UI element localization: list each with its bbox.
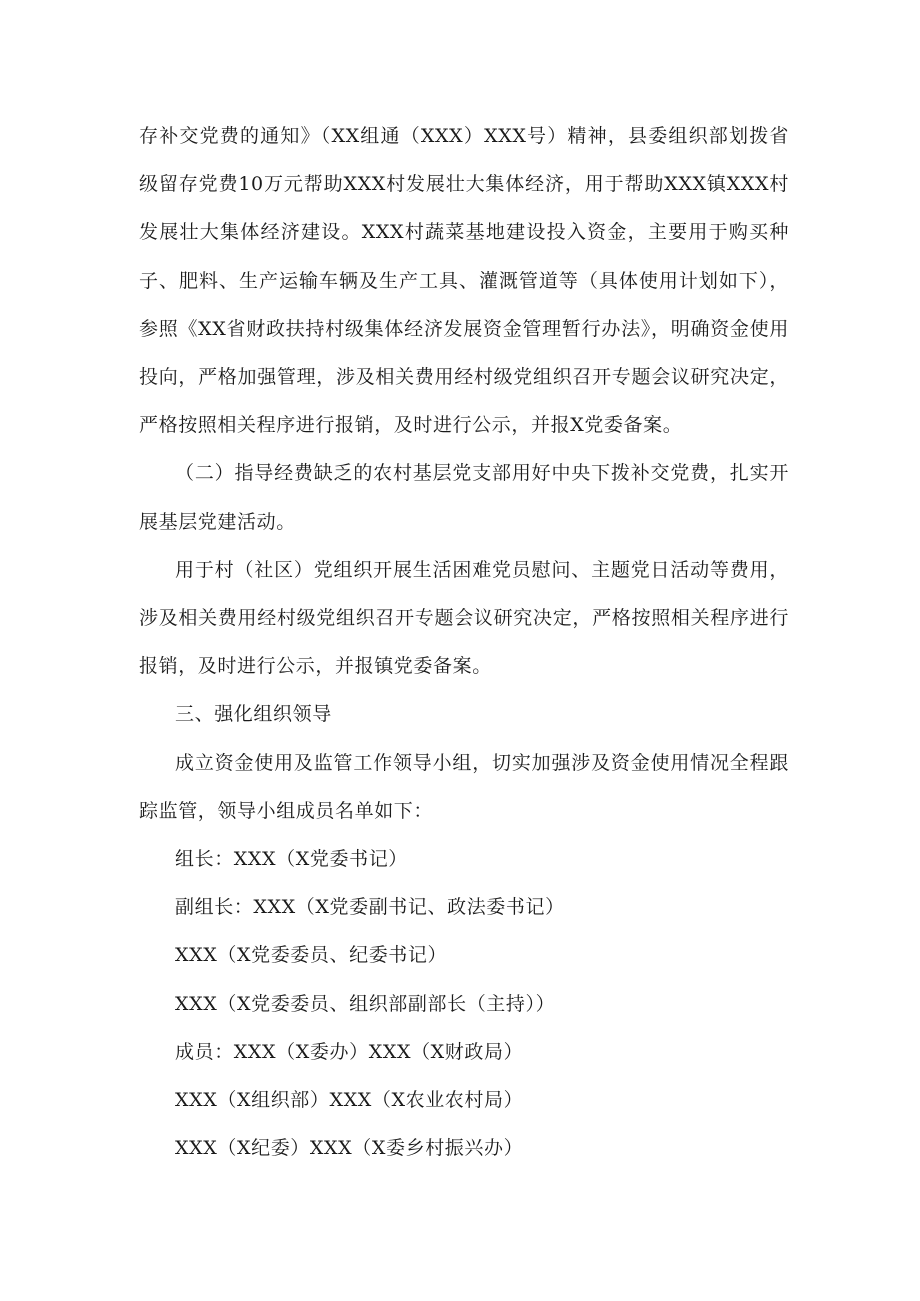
member-line-members-2: XXX（X组织部）XXX（X农业农村局） [175, 1089, 524, 1112]
document-body [139, 112, 789, 1172]
paragraph-section-2: （二）指导经费缺乏的农村基层党支部用好中央下拨补交党费，扎实开展基层党建活动。 [139, 462, 789, 533]
paragraph-notice-funding: 存补交党费的通知》（XX组通（XXX）XXX号）精神，县委组织部划拨省级留存党费10万元帮助XXX村发展壮大集体经济，用于帮助XXX镇XXX村发展壮大集体经济建设。XXX村蔬菜基地建设投入资金，主要用于购买种子、肥料、生产运输车辆及生产工具、灌溉管道等（具体使用计划如下），参照《XX省财政扶持村级集体经济发展资金管理暂行办法》，明确资金使用投向，严格加强管理，涉及相关费用经村级党组织召开专题会议研究决定，严格按照相关程序进行报销，及时进行公示，并报X党委备案。 [139, 125, 789, 437]
member-line-members-3: XXX（X纪委）XXX（X委乡村振兴办） [175, 1137, 524, 1160]
heading-section-3: 三、强化组织领导 [175, 703, 332, 726]
member-list [139, 835, 789, 1172]
paragraph-leading-group: 成立资金使用及监管工作领导小组，切实加强涉及资金使用情况全程跟踪监管，领导小组成员名单如下： [139, 751, 789, 822]
paragraph-village-party-expenses: 用于村（社区）党组织开展生活困难党员慰问、主题党日活动等费用，涉及相关费用经村级党组织召开专题会议研究决定，严格按照相关程序进行报销，及时进行公示，并报镇党委备案。 [139, 558, 789, 678]
member-line-deputy-leader: 副组长：XXX（X党委副书记、政法委书记） [175, 896, 565, 919]
member-line-leader: 组长：XXX（X党委书记） [175, 848, 408, 871]
member-line-deputy-2: XXX（X党委委员、纪委书记） [175, 944, 448, 967]
member-line-members-1: 成员：XXX（X委办）XXX（X财政局） [175, 1040, 524, 1063]
member-line-deputy-3: XXX（X党委委员、组织部副部长（主持）） [175, 992, 556, 1015]
